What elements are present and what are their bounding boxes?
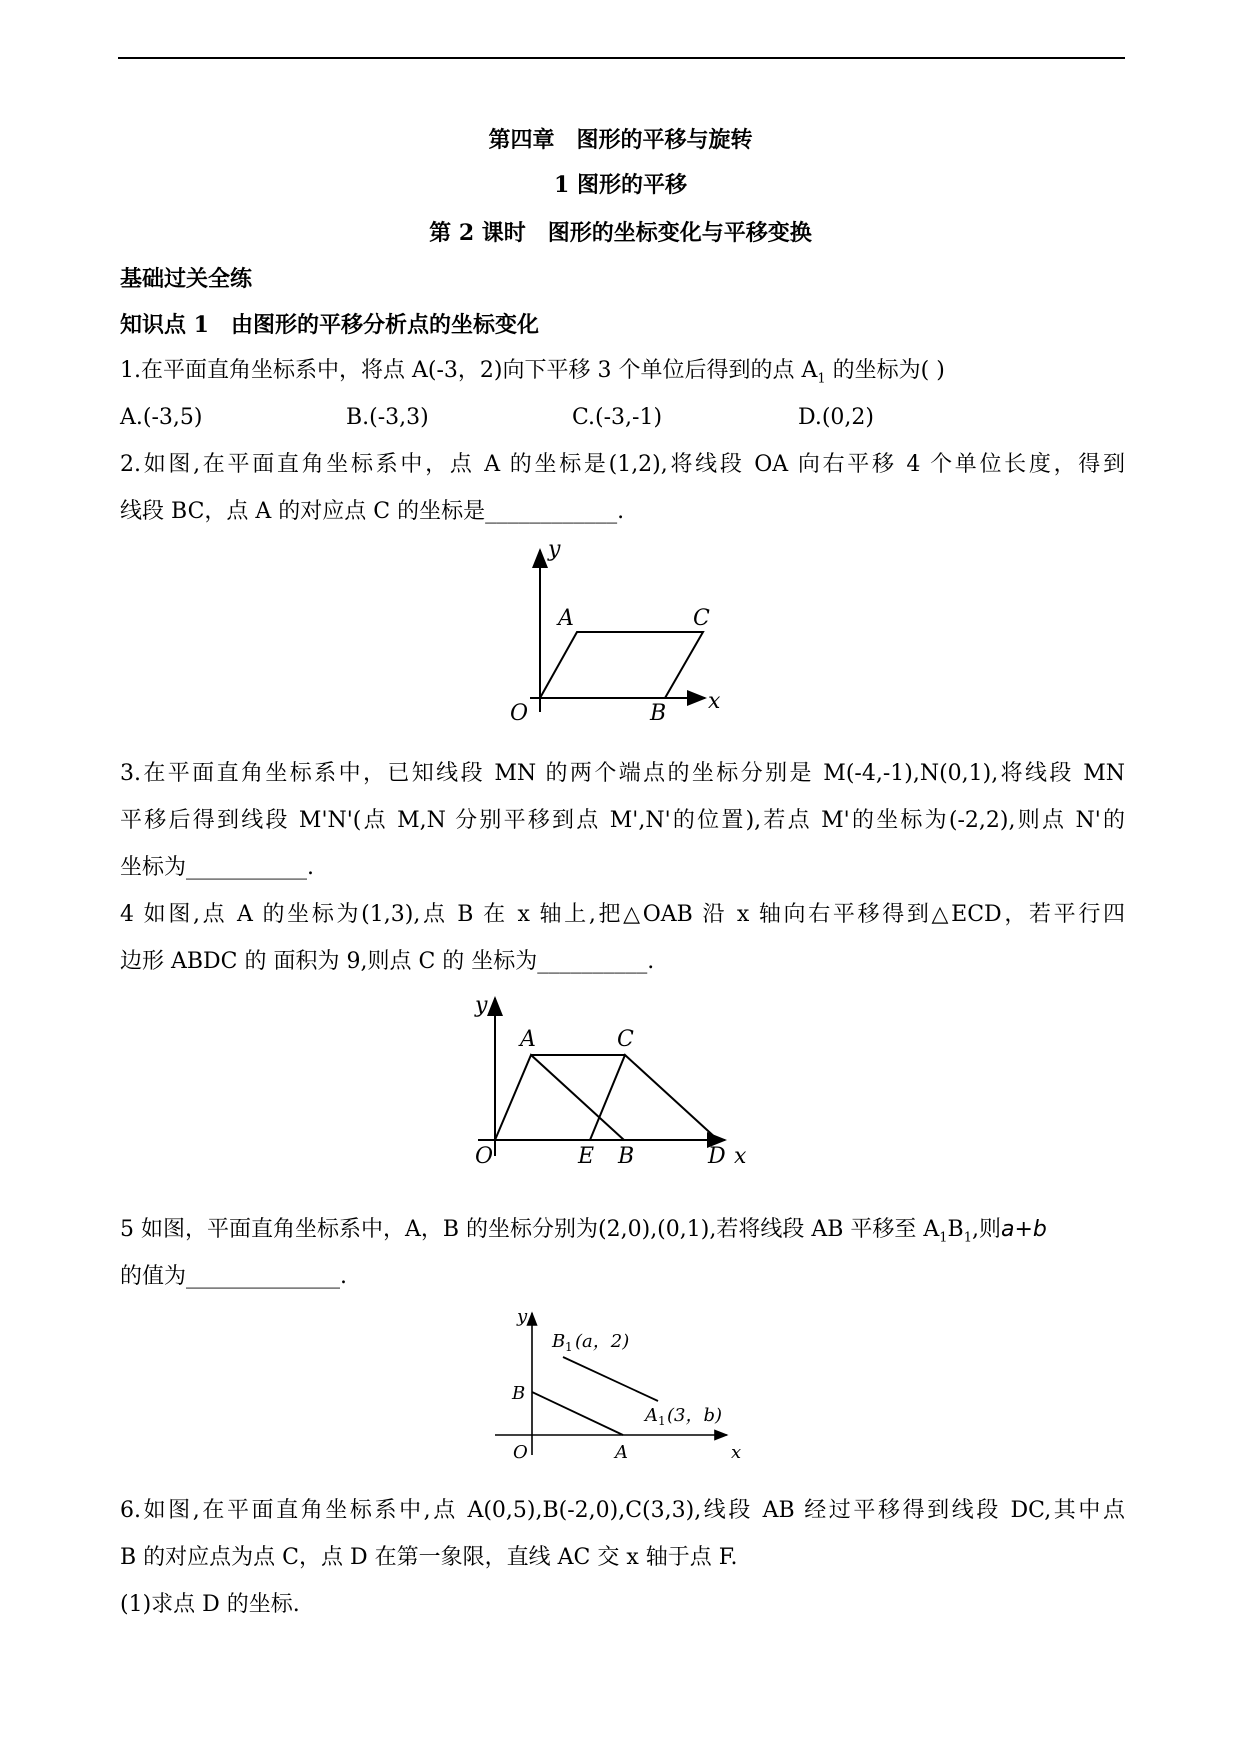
q4-line-2: 边形 ABDC 的 面积为 9,则点 C 的 坐标为__________. xyxy=(120,949,655,974)
q4-label-o: O xyxy=(475,1144,494,1169)
q2-label-c: C xyxy=(693,606,710,631)
q1-option-d: D.(0,2) xyxy=(798,405,875,430)
q3-line-2: 平移后得到线段 M'N'(点 M,N 分别平移到点 M',N'的位置),若点 M'的坐标为(-2,2),则点 N'的 xyxy=(120,808,1125,833)
q5-figure xyxy=(495,1305,765,1470)
q4-label-e: E xyxy=(578,1144,595,1169)
q5-label-a: A xyxy=(615,1442,628,1463)
q5-label-b1-sub: 1 xyxy=(565,1340,573,1354)
q4-label-c: C xyxy=(617,1027,634,1052)
q5-label-x: x xyxy=(731,1442,742,1463)
q5-label-b1: B xyxy=(552,1331,566,1352)
q2-figure xyxy=(500,540,740,730)
q1-option-a: A.(-3,5) xyxy=(120,405,203,430)
q2-line-1: 2.如图,在平面直角坐标系中，点 A 的坐标是(1,2),将线段 OA 向右平移 4 个单位长度，得到 xyxy=(120,452,1125,477)
q4-label-a: A xyxy=(520,1027,536,1052)
q2-label-o: O xyxy=(510,701,529,726)
header-rule xyxy=(118,57,1125,59)
q4-figure xyxy=(470,990,770,1175)
q5-label-o: O xyxy=(513,1442,528,1463)
q4-label-x: x xyxy=(734,1144,747,1169)
q2-label-x: x xyxy=(708,689,721,714)
q1-option-b: B.(-3,3) xyxy=(346,405,429,430)
q3-line-3: 坐标为___________. xyxy=(120,855,314,880)
q5-segment-ab xyxy=(532,1392,623,1435)
q3-line-1: 3.在平面直角坐标系中，已知线段 MN 的两个端点的坐标分别是 M(-4,-1),N(0,1),将线段 MN xyxy=(120,761,1125,786)
section-title: 1 图形的平移 xyxy=(554,172,687,198)
q1-option-c: C.(-3,-1) xyxy=(572,405,663,430)
q5-segment-a1b1 xyxy=(563,1357,658,1401)
chapter-title: 第四章 图形的平移与旋转 xyxy=(488,127,753,153)
q1-options xyxy=(120,403,1125,433)
q4-label-y: y xyxy=(475,993,488,1018)
q2-label-y: y xyxy=(548,540,561,562)
part-title: 基础过关全练 xyxy=(120,266,253,292)
q4-label-d: D xyxy=(708,1144,726,1169)
q2-line-2: 线段 BC，点 A 的对应点 C 的坐标是____________. xyxy=(120,499,625,524)
q5-line-1: 5 如图，平面直角坐标系中，A，B 的坐标分别为(2,0),(0,1),若将线段 AB 平移至 $A_1B_1$,则a+b xyxy=(120,1217,1047,1246)
q6-line-2: B 的对应点为点 C，点 D 在第一象限，直线 AC 交 x 轴于点 F. xyxy=(120,1545,738,1570)
q5-label-a1-coord: (3，b) xyxy=(667,1405,723,1426)
q5-line-2: 的值为______________. xyxy=(120,1264,347,1289)
q2-label-b: B xyxy=(650,701,667,726)
lesson-title: 第 2 课时 图形的坐标变化与平移变换 xyxy=(429,220,812,246)
q5-label-a1: A xyxy=(645,1405,658,1426)
q4-line-1: 4 如图,点 A 的坐标为(1,3),点 B 在 x 轴上,把△OAB 沿 x 轴向右平移得到△ECD，若平行四 xyxy=(120,902,1125,927)
q6-line-1: 6.如图,在平面直角坐标系中,点 A(0,5),B(-2,0),C(3,3),线段 AB 经过平移得到线段 DC,其中点 xyxy=(120,1498,1125,1523)
q5-label-y: y xyxy=(517,1306,528,1327)
q1-stem: 1.在平面直角坐标系中，将点 A(-3，2)向下平移 3 个单位后得到的点 $A_1$ 的坐标为( ) xyxy=(120,358,945,387)
knowledge-point-title: 知识点 1 由图形的平移分析点的坐标变化 xyxy=(120,312,539,338)
q4-triangle-oab xyxy=(495,1055,624,1140)
q2-parallelogram xyxy=(540,632,703,698)
q6-part-1: (1)求点 D 的坐标. xyxy=(120,1592,300,1617)
q5-label-b: B xyxy=(512,1383,526,1404)
q2-label-a: A xyxy=(558,606,574,631)
q5-label-b1-coord: (a，2) xyxy=(575,1331,630,1352)
q5-label-a1-sub: 1 xyxy=(658,1414,666,1428)
q4-label-b: B xyxy=(618,1144,635,1169)
